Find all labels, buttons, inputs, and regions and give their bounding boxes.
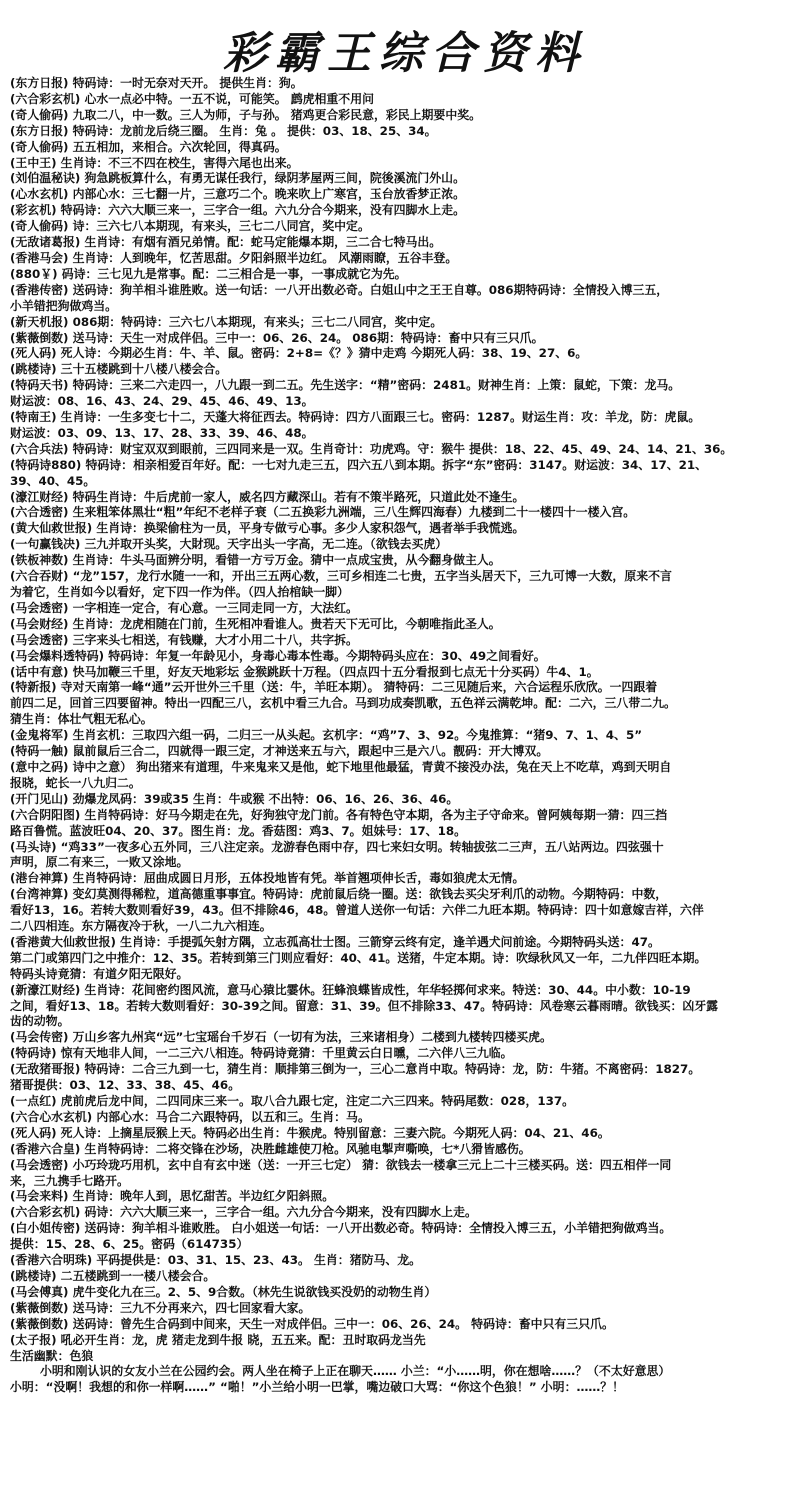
entry-line (10, 1269, 806, 1285)
entry-text: 生肖诗：换梁偷柱为一员，平身专做亏心事。多少人家积怨气，遇者举手我慌逃。 (92, 521, 525, 536)
entry-source: (跳楼诗) (10, 1268, 57, 1283)
entry-line (10, 505, 806, 521)
entry-line (10, 458, 806, 474)
entry-source: (香港传密) (10, 282, 69, 297)
entry-line (10, 267, 806, 283)
entry-source: (奇人偷码) (10, 219, 69, 234)
entry-line (10, 649, 806, 665)
entry-source: (马会爆料透特码) (10, 648, 105, 663)
entry-source: (港台神算) (10, 871, 69, 886)
entry-source: (六合阴阳图) (10, 807, 81, 822)
entry-line (10, 569, 806, 585)
entry-text: 狗急跳板算什么，有勇无谋任我行，绿阴茅屋两三间，院後溪流门外山。 (80, 171, 465, 186)
entry-line (10, 315, 806, 331)
entry-source: (马会传密) (10, 1030, 69, 1045)
entry-line (10, 1094, 806, 1110)
entry-text: 一字相连一定合，有心意。一三同走同一方，大法红。 (68, 600, 358, 615)
joke-heading: 生活幽默：色狼 (10, 1348, 94, 1363)
entry-text: 内部心水：三七翻一片，三意巧二个。晚来吹上广寒宫，玉台放香梦正浓。 (68, 187, 465, 202)
entry-source: (马会财经) (10, 616, 69, 631)
page-title: 彩霸王综合资料 (223, 28, 587, 79)
entry-continuation: 第二门或第四门之中推介：12、35。若转到第三门则应看好：40、41。送猪，牛定本期。诗：吹绿秋风又一年，二九伴四旺本期。 (10, 950, 707, 965)
entry-line (10, 156, 806, 172)
entry-source: (香港黄大仙救世报) (10, 934, 116, 949)
entry-line (10, 665, 806, 681)
entry-source: (香港六合明珠) (10, 1253, 93, 1268)
entry-line (10, 251, 806, 267)
entry-line (10, 521, 806, 537)
entry-source: (一点红) (10, 1094, 57, 1108)
entry-continuation: 路百鲁慌。蓝波旺04、20、37。图生肖：龙。香菇图：鸡3、7。姐妹号：17、18。 (10, 823, 467, 838)
joke-line-1: 小明和刚认识的女友小兰在公园约会。两人坐在椅子上正在聊天…… 小兰：“小……明，你在想啥……？（不太好意思） (40, 1364, 671, 1379)
entry-source: (紫薇倒数) (10, 1316, 69, 1331)
entry-continuation: 为着它，生肖如今以看好，定下四一作为伴。（四人抬棺缺一脚） (10, 585, 349, 599)
entry-text: 变幻莫测得稀粒，道高德重事事宜。特码诗：虎前鼠后绕一圈。送：欲钱去买尖牙利爪的动物。今期特码：中数， (68, 887, 668, 902)
entry-line (10, 1030, 806, 1046)
entry-line (10, 935, 806, 951)
entry-line (10, 1126, 806, 1142)
entry-text: 万山乡客九州宾“远”七宝瑶台千岁石（一切有为法，三来诸相身）二楼到九楼转四楼买虎。 (68, 1030, 552, 1045)
entry-line (10, 362, 806, 378)
entry-continuation: 之间，看好13、18。若转大数则看好：30-39之间。留意：31、39。但不排除33、47。特码诗：风卷寒云暮雨晴。欲钱买：凶牙露 (10, 998, 719, 1013)
entry-source: (太子报) (10, 1332, 57, 1347)
entry-text: 特码诗：年复一年龄见小，身毒心毒本性毒。今期特码头应在：30、49之间看好。 (104, 648, 546, 663)
entry-text: 特码生肖诗：牛后虎前一家人，威名四方藏深山。若有不策半路死，只道此处不逢生。 (68, 489, 525, 504)
entry-source: (彩玄机) (10, 203, 57, 218)
entry-text: 送马诗：三九不分再来六，四七回家看大家。 (68, 1300, 311, 1315)
entry-source: (香港六合皇) (10, 1141, 81, 1156)
entry-source: (马会透密) (10, 632, 69, 647)
entry-line (10, 235, 806, 251)
entry-continuation: 前四二足，回首三四要留神。特出一四配三八，玄机中看三九合。马到功成奏凯歌，五色祥云满乾坤。配：二六，三八带二九。 (10, 696, 676, 711)
entry-line (10, 1317, 806, 1333)
entry-line (10, 601, 806, 617)
entry-text: 特码诗：二合三九到一七，猜生肖：顺排第三倒为一，三心二意肖中取。特码诗：龙，防：牛猪。不离密码：1827。 (80, 1062, 701, 1077)
entry-text: 086期：特码诗：三六七八本期现，有来头；三七二八同宫，奖中定。 (68, 314, 443, 329)
entry-line (10, 728, 806, 744)
entry-text: 五五相加，来相合。六次轮回，得真码。 (68, 139, 287, 154)
entry-line (10, 1253, 806, 1269)
entry-text: 平码提供是：03、31、15、23、43。 生肖：猪防马、龙。 (92, 1253, 422, 1268)
entry-line (10, 331, 806, 347)
entry-source: (特新报) (10, 680, 57, 695)
entry-text: 九取二八，中一数。三人为师，子与孙。 猪鸡更合彩民意，彩民上期要中奖。 (68, 107, 481, 122)
entry-text: “龙”157，龙行水随一一和，开出三五两心数，三可乡相连二七贵，五字当头居天下，三九可博一大数，原来不言 (68, 569, 672, 584)
entry-text: 特码诗：龙前龙后绕三圈。 生肖：兔 。 提供：03、18、25、34。 (68, 123, 437, 138)
entry-line (10, 1221, 806, 1237)
entry-continuation: 齿的动物。 (10, 1014, 70, 1029)
entry-line (10, 983, 806, 999)
entry-source: (紫薇倒数) (10, 330, 69, 345)
entry-source: (六合兵法) (10, 441, 69, 456)
entry-line (10, 171, 806, 187)
entry-text: 二五楼跳到一一楼八楼会合。 (56, 1268, 216, 1283)
entry-text: 死人诗：今期必生肖：牛、羊、鼠。密码：2+8=《？》猜中走鸡 今期死人码：38、19、27、6。 (56, 346, 588, 361)
entry-source: (意中之码) (10, 759, 69, 774)
entry-text: 生肖诗：花间密约图风流，意马心猿比霎休。狂蜂浪蝶皆成性，年华轻掷何求来。特送：30、44。中小数：10-19 (80, 982, 691, 997)
entry-text: 诗：三六七八本期现，有来头，三七二八同宫，奖中定。 (68, 219, 370, 234)
entry-text: 特码诗：一时无奈对天开。 提供生肖：狗。 (68, 76, 303, 90)
entry-text: 特码诗：相亲相爱百年好。配：一七对九走三五，四六五八到本期。拆字“东”密码：3147。财运波：34、17、21、 (81, 457, 708, 472)
entry-line (10, 617, 806, 633)
entry-source: (特南王) (10, 410, 57, 425)
entry-text: 虎牛变化九在三。2、5、9合数。（林先生说欲钱买没奶的动物生肖） (68, 1284, 437, 1299)
entry-text: 送码诗：狗羊相斗谁败胜。 白小姐送一句话：一八开出数必奇。特码诗：全情投入博三五，小羊错把狗做鸡当。 (80, 1221, 672, 1236)
entry-source: (东方日报) (10, 76, 69, 90)
entry-text: 心水一点必中特。一五不说，可能笑。 鹧虎相重不用问 (80, 91, 374, 106)
entry-text: 生肖诗：一生多变七十二，天蓬大将征西去。特码诗：四方八面跟三七。密码：1287。财运生肖：攻：羊龙，防：虎鼠。 (56, 410, 701, 425)
entry-source: (特码一触) (10, 744, 69, 759)
entry-source: (六合心水玄机) (10, 1109, 93, 1124)
entry-text: 特码诗：六六大顺三来一，三字合一组。六九分合今期来，没有四脚水上走。 (56, 203, 465, 218)
entry-text: 特码诗：财宝双双到眼前，三四同来是一双。生肖奇计：功虎鸡。守：猴牛 提供：18、22、45、49、24、14、21、36。 (68, 441, 733, 456)
entry-text: 吼必开生肖：龙，虎 猪走龙到牛报 晓，五五来。配：丑时取码龙当先 (56, 1332, 426, 1347)
entry-source: (六合彩玄机) (10, 1205, 81, 1220)
entry-source: (开门见山) (10, 791, 69, 806)
entry-source: (马头诗) (10, 839, 57, 854)
entry-text: 码诗：六六大顺三来一，三字合一组。六九分合今期来，没有四脚水上走。 (80, 1205, 477, 1220)
entry-continuation: 来，三九携手七路开。 (10, 1173, 129, 1188)
entry-text: 生肖诗：人到晚年，忆苦思甜。夕阳斜照半边红。 风潮雨瞭，五谷丰登。 (68, 250, 458, 265)
entry-line (10, 680, 806, 696)
entry-text: 诗中之意） 狗出猪来有道理，牛来鬼来又是他，蛇下地里他最猛，青黄不接没办法，兔在天上不吃草，鸡到天明自 (68, 759, 672, 774)
entry-line (10, 808, 806, 824)
entry-source: (奇人偷码) (10, 107, 69, 122)
entry-text: 三十五楼跳到十八楼八楼会合。 (56, 362, 228, 377)
entry-line (10, 1189, 806, 1205)
entry-source: (六合透密) (10, 505, 69, 520)
entry-text: 生肖诗：牛头马面辨分明，看错一方亏万金。猜中一点成宝贵，从今翻身做主人。 (68, 553, 501, 568)
joke-line-2: 小明：“没啊！我想的和你一样啊……” “啪！”小兰给小明一巴掌，嘴边破口大骂：“你这个色狼！” 小明：……？！ (10, 1380, 625, 1395)
entry-continuation: 特码头诗竟猜：有道夕阳无限好。 (10, 966, 189, 981)
entry-source: (死人码) (10, 1125, 57, 1140)
entry-text: 三九并取开头奖，大財现。天字出头一字高，无二连。（欲钱去买虎） (80, 537, 448, 552)
entry-source: (特码天书) (10, 378, 69, 393)
entry-source: (王中王) (10, 155, 57, 170)
entry-text: 生肖诗：不三不四在校生，害得六尾也出来。 (56, 155, 299, 170)
entry-text: 三字来头七相送，有钱赚，大才小用二十八，共字拆。 (68, 632, 358, 647)
entry-text: 生来粗笨体黑壮“粗”年纪不老样子衰（二五换彩九洲端，三八生辉四海春）九楼到二十一楼四十一楼入宫。 (68, 505, 636, 520)
entry-line (10, 1205, 806, 1221)
entry-text: 送码诗：曾先生合码到中间来，天生一对成伴侣。三中一：06、26、24。 特码诗：畜中只有三只爪。 (68, 1316, 614, 1331)
entry-continuation: 报晓，蛇长一八九归二。 (10, 775, 141, 790)
entry-text: 码诗：三七见九是常事。配：二三相合是一事，一事成就它为先。 (57, 266, 407, 281)
entry-text: 劲爆龙凤码：39或35 生肖：牛或猴 不出特：06、16、26、36、46。 (68, 791, 459, 806)
entry-source: (刘伯温秘诀) (10, 171, 81, 186)
entry-text: 生肖特码诗：屈曲成圆日月形，五体投地皆有凭。举首翘项伸长舌，毒如狼虎太无情。 (68, 871, 525, 886)
entry-source: (心水玄机) (10, 187, 69, 202)
entry-line (10, 187, 806, 203)
entry-source: (无敌猪哥报) (10, 1062, 81, 1077)
entry-text: 生肖诗：有烟有酒兄弟情。配：蛇马定能爆本期，三二合七特马出。 (80, 235, 442, 250)
entry-source: (新濠江财经) (10, 982, 81, 997)
entry-source: (东方日报) (10, 123, 69, 138)
entry-line (10, 203, 806, 219)
entry-source: (铁板神数) (10, 553, 69, 568)
entry-line (10, 1301, 806, 1317)
entry-continuation: 提供：15、28、6、25。密码（614735） (10, 1237, 249, 1252)
entry-line (10, 1062, 806, 1078)
entry-text: 死人诗：上摘星辰猴上天。特码必出生肖：牛猴虎。特别留意：三妻六院。今期死人码：04、21、46。 (56, 1125, 610, 1140)
entry-line (10, 1285, 806, 1301)
entry-text: 生肖诗：手提弧矢射方隅，立志孤高壮士图。三箭穿云终有定，逢羊遇犬问前途。今期特码头送：47。 (116, 934, 660, 949)
entry-source: (黄大仙救世报) (10, 521, 93, 536)
entry-source: (濠江财经) (10, 489, 69, 504)
entry-source: (白小姐传密) (10, 1221, 81, 1236)
entry-line (10, 219, 806, 235)
entry-text: 生肖特码诗：好马今期走在先，好狗独守龙门前。各有特色守本期，各为主子守命来。曾阿姨每期一猜：四三挡 (80, 807, 668, 822)
entry-list (10, 76, 806, 1349)
entry-continuation: 财运波：08、16、43、24、29、45、46、49、13。 (10, 394, 314, 409)
entry-continuation: 声明，原二有来三，一败又涂地。 (10, 855, 189, 870)
entry-line (10, 887, 806, 903)
entry-source: (880￥) (10, 266, 58, 281)
entry-line (10, 553, 806, 569)
entry-line (10, 108, 806, 124)
entry-continuation: 看好13，16。若转大数则看好39，43。但不排除46，48。曾道人送你一句话：六伴二九旺本期。特码诗：四十如意嫁吉祥，六伴 (10, 903, 704, 918)
entry-continuation: 二八四相连。东方隔夜冷于秋，一八二九六相连。 (10, 919, 272, 934)
entry-line (10, 1333, 806, 1349)
entry-line (10, 76, 806, 92)
entry-line (10, 490, 806, 506)
entry-text: 送码诗：狗羊相斗谁胜败。送一句话：一八开出数必奇。白姐山中之王王自尊。086期特码诗：全情投入博三五， (68, 282, 669, 297)
entry-continuation: 39、40、45。 (10, 473, 96, 488)
entry-source: (奇人偷码) (10, 139, 69, 154)
entry-source: (马会来料) (10, 1189, 69, 1204)
entry-line (10, 1046, 806, 1062)
entry-text: 生肖诗：晚年人到，思忆甜苦。半边红夕阳斜照。 (68, 1189, 335, 1204)
entry-text: 寺对天南第一峰“通”云开世外三千里（送：牛，羊旺本期）。 猜特码：二三见随后来，六合运程乐欣欣。一四跟着 (56, 680, 658, 695)
entry-line (10, 792, 806, 808)
entry-continuation: 小羊错把狗做鸡当。 (10, 298, 118, 313)
entry-source: (跳楼诗) (10, 362, 57, 377)
entry-text: 生肖诗：龙虎相随在门前，生死相冲看谁人。贵若天下无可比，今朝唯指此圣人。 (68, 616, 501, 631)
entry-source: (金鬼将军) (10, 728, 69, 743)
entry-source: (马会透密) (10, 1157, 69, 1172)
entry-source: (死人码) (10, 346, 57, 361)
entry-text: 特码诗：三来二六走四一，八九跟一到二五。先生送字：“精”密码：2481。财神生肖：上策：鼠蛇，下策：龙马。 (68, 378, 681, 393)
entry-source: (一句赢钱决) (10, 537, 81, 552)
entry-line (10, 537, 806, 553)
entry-source: (无敌诸葛报) (10, 235, 81, 250)
entry-text: 快马加鞭三千里，好友天地彩坛 金猴跳跃十万程。（四点四十五分看报到七点无十分买码）牛4、1。 (68, 664, 599, 679)
entry-line (10, 760, 806, 776)
entry-source: (马会傅真) (10, 1284, 69, 1299)
entry-line (10, 633, 806, 649)
entry-line (10, 1158, 806, 1174)
entry-text: 生肖特码诗：二将交锋在沙场，决胜雌雄使刀枪。风驰电掣声嘶唤，七*八猾皆感伤。 (80, 1141, 531, 1156)
entry-line (10, 410, 806, 426)
entry-text: 送马诗：天生一对成伴侣。三中一：06、26、24。 086期：特码诗：畜中只有三只爪。 (68, 330, 544, 345)
entry-source: (新天机报) (10, 314, 69, 329)
entry-line (10, 1142, 806, 1158)
entry-line (10, 124, 806, 140)
entry-source: (六合吞财) (10, 569, 69, 584)
entry-line (10, 346, 806, 362)
entry-line (10, 378, 806, 394)
entry-source: (六合彩玄机) (10, 91, 81, 106)
entry-source: (话中有意) (10, 664, 69, 679)
entry-line (10, 442, 806, 458)
entry-text: “鸡33”一夜多心五外同，三八注定亲。龙游春色雨中存，四七来妇女明。转轴拔弦二三声，五八站两边。四弦强十 (56, 839, 664, 854)
entry-line (10, 92, 806, 108)
entry-continuation: 财运波：03、09、13、17、28、33、39、46、48。 (10, 425, 314, 440)
entry-source: (香港马会) (10, 250, 69, 265)
entry-line (10, 744, 806, 760)
entry-text: 虎前虎后龙中间，二四同床三来一。取八合九跟七定，注定二六三四来。特码尾数：028，137。 (56, 1094, 575, 1108)
document-body (10, 76, 806, 1396)
entry-source: (特码诗) (10, 1046, 57, 1061)
entry-text: 鼠前鼠后三合二，四就得一跟三定，才神送来五与六，跟起中三是六八。靓码：开大博双。 (68, 744, 549, 759)
entry-line (10, 1110, 806, 1126)
entry-line (10, 283, 806, 299)
entry-continuation: 猜生肖：体壮气粗无私心。 (10, 712, 153, 727)
entry-continuation: 猪哥提供：03、12、33、38、45、46。 (10, 1078, 241, 1093)
entry-line (10, 840, 806, 856)
entry-source: (紫薇倒数) (10, 1300, 69, 1315)
entry-line (10, 871, 806, 887)
entry-source: (台湾神算) (10, 887, 69, 902)
entry-source: (特码诗880) (10, 457, 82, 472)
entry-text: 小巧玲珑巧用机，玄中自有玄中迷（送：一开三七定） 猜：欲钱去一楼拿三元上二十三楼买码。送：四五相伴一同 (68, 1157, 672, 1172)
entry-text: 内部心水：马合二六跟特码，以五和三。生肖：马。 (92, 1109, 370, 1124)
entry-text: 惊有天地非人间，一二三六八相连。特码诗竟猜：千里黄云白日曛，二六伴八三九临。 (56, 1046, 513, 1061)
entry-line (10, 140, 806, 156)
entry-source: (马会透密) (10, 600, 69, 615)
entry-text: 生肖玄机：三取四六组一码，二归三一从头起。玄机字：“鸡”7、3、92。今鬼推算：“猪9、7、1、4、5” (68, 728, 643, 743)
